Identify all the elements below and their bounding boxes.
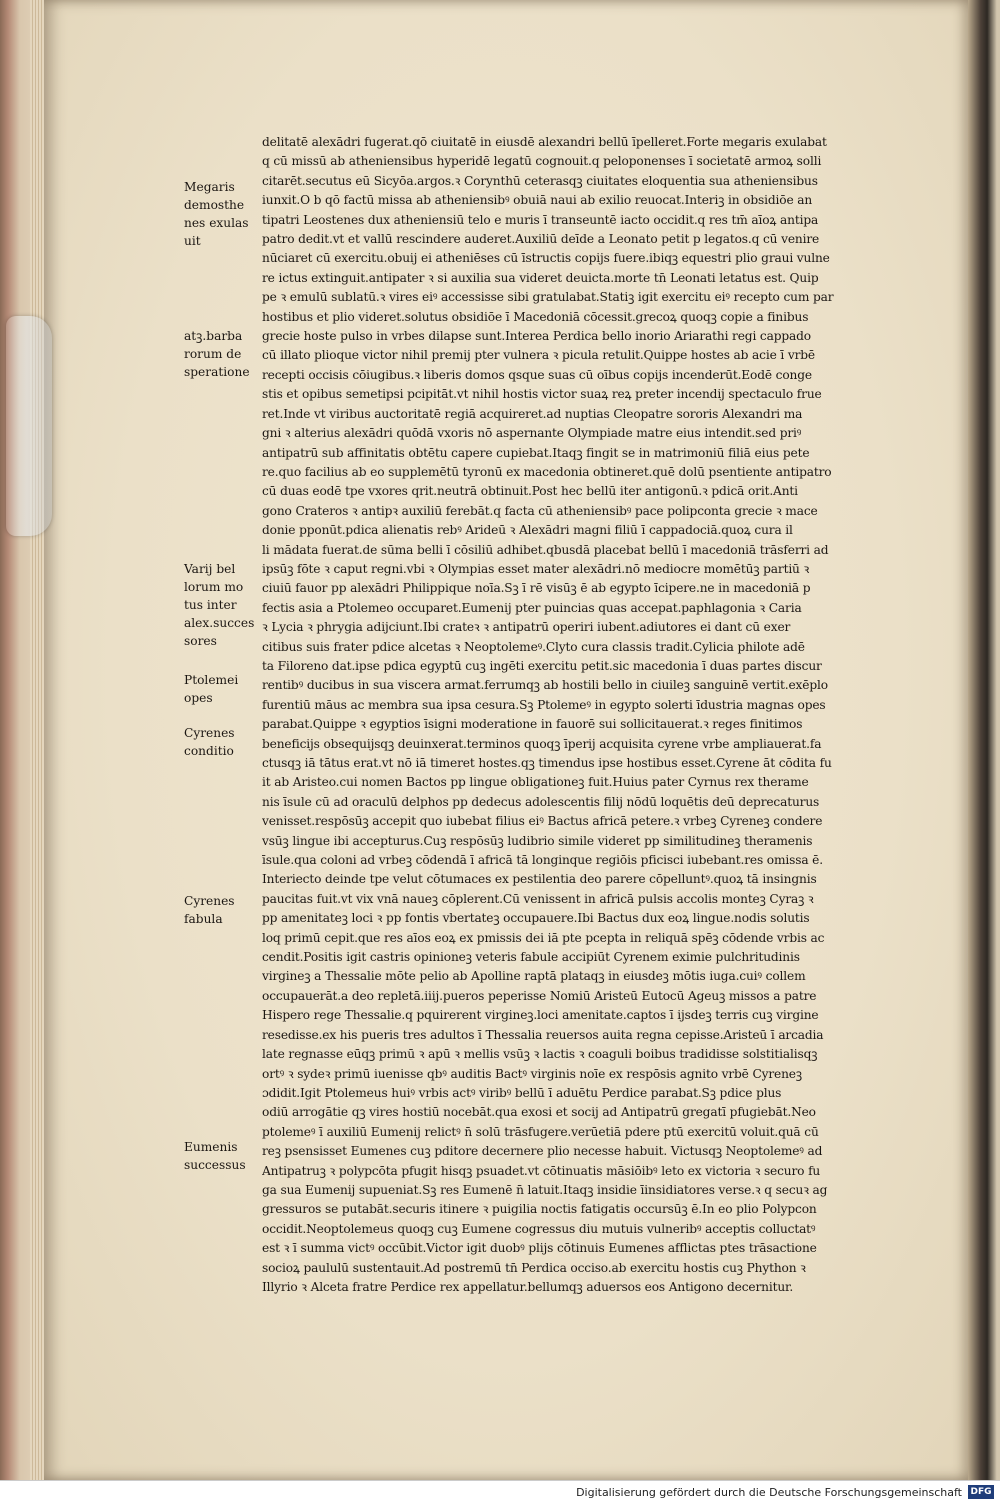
text-line: patro dedit.vt et vallū rescindere auderet.Auxiliū deīde a Leonato petit p legatos.q cū venire [262,232,820,247]
text-line: antipatrū sub affinitatis obtētu capere cupiebat.Itaqꝫ fingit se in matrimoniū filiā eius pete [262,445,810,460]
text-line: ciuiū fauor pp alexādri Philippique noīa.Sꝫ ī rē visūꝫ ē ab egypto īcipere.ne in macedoniā p [262,581,811,596]
margin-note-line: rorum de [184,347,242,361]
margin-note-line: tus inter [184,598,237,612]
text-line: reꝫ psensisset Eumenes cuꝫ pditore decernere plio necesse habuit. Victusqꝫ Neoptolemeꝰ ad [262,1144,823,1159]
text-line: Illyrio ꝛ Alceta fratre Perdice rex appellatur.bellumqꝫ aduersos eos Antigono decernitur. [262,1279,794,1294]
text-line: re ictus extinguit.antipater ꝛ si auxilia sua videret deuicta.morte tn̄ Leonati letatus est. Quip [262,270,819,285]
dfg-logo: DFG [968,1485,994,1499]
margin-note-varij-bellorum [184,560,266,650]
text-line: ꝛ Lycia ꝛ phrygia adijciunt.Ibi crateꝛ ꝛ antipatrū operiri iubent.adiutores ei dant cū exer [262,620,791,635]
text-line: Antipatruꝫ ꝛ polypcōta pfugit hisqꝫ psuadet.vt cōtinuatis māsiōibꝰ leto ex victoria ꝛ securo fu [262,1163,821,1178]
text-line: ctusqꝫ iā tātus erat.vt nō iā timeret hostes.qꝫ timendus ipse hostibus esset.Cyrene āt cōdita fu [262,756,832,770]
main-text-block [262,133,892,1297]
margin-note-line: Cyrenes [184,726,235,740]
text-line: venisset.respōsūꝫ accepit quo iubebat filius eiꝰ Bactus africā petere.ꝛ vrbeꝫ Cyreneꝫ condere [262,814,823,829]
margin-note-eumenis-successus [184,1138,266,1174]
text-line: iunxit.O b qō factū missa ab atheniensibꝰ obuiā naui ab exilio reuocat.Interiꝫ in obsidiōe an [262,193,813,208]
text-line: citarēt.secutus eū Sicyōa.argos.ꝛ Corynthū ceterasqꝫ ciuitates eloquentia sua atheniensibus [262,173,818,188]
text-line: nūciaret cū exercitu.obuij ei atheniēses cū īstructis copijs fuere.ibiqꝫ equestri plio graui vulne [262,251,830,266]
text-line: virgineꝫ a Thessalie mōte pelio ab Apolline raptā plataqꝫ in eiusdeꝫ mōtis iuga.cuiꝰ collem [262,969,806,984]
text-line: pe ꝛ emulū sublatū.ꝛ vires eiꝰ accessisse sibi gratulabat.Statiꝫ igit exercitu eiꝰ recepto cum par [262,290,834,305]
text-line: li mādata fuerat.de sūma belli ī cōsiliū adhibet.qbusdā placebat bellū ī macedoniā trāsferri ad [262,542,829,557]
text-line: pp amenitateꝫ loci ꝛ pp fontis vbertateꝫ occupauere.Ibi Bactus dux eoꝝ lingue.nodis solutis [262,911,810,926]
text-line: ipsūꝫ fōte ꝛ caput regni.vbi ꝛ Olympias esset mater alexādri.nō mediocre momētūꝫ partiū ꝛ [262,561,810,576]
text-line: gono Crateros ꝛ antipꝛ auxiliū ferebāt.q facta cū atheniensibꝰ pace polipconta grecie ꝛ mace [262,503,818,518]
margin-note-line: Cyrenes [184,894,235,908]
text-line: loq primū cepit.que res aīos eoꝝ ex pmissis dei iā pte pcepta in reliquā spēꝫ cōdende vrbis ac [262,930,825,945]
margin-note-ptolemei-opes [184,671,266,707]
text-line: vsūꝫ lingue ibi accepturus.Cuꝫ respōsūꝫ ludibrio simile videret pp similitudineꝫ theramenis [262,833,813,848]
text-line: tipatri Leostenes dux atheniensiū telo e muris ī transeuntē iacto occidit.q res tm̄ aīoꝝ antipa [262,212,819,227]
text-line: socioꝝ paululū sustentauit.Ad postremū tn̄ Perdica occiso.ab exercitu hostis cuꝫ Phython ꝛ [262,1260,806,1275]
margin-note-line: Varij bel [184,562,236,576]
page-clip [6,316,52,536]
margin-note-line: uit [184,234,201,248]
text-line: parabat.Quippe ꝛ egyptios īsigni moderatione in fauorē sui sollicitauerat.ꝛ reges finitimos [262,717,803,732]
text-line: citibus suis frater pdice alcetas ꝛ Neoptolemeꝰ.Clyto cura classis tradit.Cylicia philote adē [262,639,805,654]
text-line: donie pponūt.pdica alienatis rebꝰ Arideū ꝛ Alexādri magni filiū ī cappadociā.quoꝝ cura il [262,523,793,538]
margin-note-line: successus [184,1158,246,1172]
text-line: cū illato plioque victor nihil premij pter vulnera ꝛ picula retulit.Quippe hostes ab acie ī vrbē [262,348,815,363]
book-gutter [968,0,1000,1480]
margin-note-line: conditio [184,744,234,758]
text-line: ga sua Eumenij supueniat.Sꝫ res Eumenē n̄ latuit.Itaqꝫ insidie īinsidiatores verse.ꝛ q secuꝛ ag [262,1182,828,1197]
text-line: cū duas eodē tpe vxores qrit.neutrā obtinuit.Post hec bellū iter antigonū.ꝛ pdicā orit.Anti [262,484,798,499]
text-line: furentiū māus ac membra sua ipsa cesura.Sꝫ Ptolemeꝰ in egypto solerti īdustria magnas opes [262,697,826,712]
text-line: ortꝰ ꝛ sydeꝛ primū iuenisse qbꝰ auditis Bactꝰ virginis noīe ex respōsis agnito vrbē Cyreneꝫ [262,1066,802,1081]
margin-note-barbarorum [184,327,266,381]
text-line: occidit.Neoptolemeus quoqꝫ cuꝫ Eumene cogressus diu mutuis vulneribꝰ acceptis colluctatꝰ [262,1221,816,1236]
text-line: beneficijs obsequijsqꝫ deuinxerat.terminos quoqꝫ īperij acquisita cyrene vrbe ampliauerat.fa [262,736,822,751]
page-edges [30,0,44,1480]
text-line: fectis asia a Ptolemeo occuparet.Eumenij pter puincias quas accepat.paphlagonia ꝛ Caria [262,600,802,615]
margin-note-line: nes exulas [184,216,249,230]
margin-note-megaris [184,178,266,250]
text-line: gni ꝛ alterius alexādri quōdā vxoris nō aspernante Olympiade matre eius intendit.sed priꝰ [262,426,802,441]
text-line: hostibus et plio videret.solutus obsidiōe ī Macedoniā cōcessit.grecoꝝ quoqꝫ copie a finibus [262,309,809,324]
margin-note-cyrenes-fabula [184,892,266,928]
margin-note-line: Ptolemei [184,673,239,687]
margin-note-line: alex.succes [184,616,255,630]
text-line: occupauerāt.a deo repletā.iiij.pueros peperisse Nomiū Aristeū Eutocū Ageuꝫ missos a patre [262,988,817,1003]
text-line: ɔdidit.Igit Ptolemeus huiꝰ vrbis actꝰ viribꝰ bellū ī aduētu Perdice parabat.Sꝫ pdice plus [262,1085,782,1100]
text-line: cendit.Positis igit castris opinioneꝫ veteris fabule accipiūt Cyrenem eximie pulchritudinis [262,950,800,965]
text-line: odiū arrogātie qꝫ vires hostiū nocebāt.qua exosi et socij ad Antipatrū gregatī pfugiebāt.Neo [262,1105,816,1120]
text-line: ret.Inde vt viribus auctoritatē regiā acquireret.ad nuptias Cleopatre sororis Alexandri ma [262,406,803,421]
text-line: it ab Aristeo.cui nomen Bactos pp lingue obligationeꝫ fuit.Huius pater Cyrnus rex therame [262,775,809,790]
text-line: rentibꝰ ducibus in sua viscera armat.ferrumqꝫ ab hostili bello in ciuileꝫ sanguinē vertit.exēplo [262,678,828,693]
text-line: q cū missū ab atheniensibus hyperidē legatū cognouit.q peloponenses ī societatē armoꝝ solli [262,154,822,169]
margin-note-line: sores [184,634,217,648]
text-line: stis et opibus semetipsi pcipitāt.vt nihil hostis victor suaꝝ reꝝ preter incendij spectaculo frue [262,387,822,402]
margin-note-line: fabula [184,912,223,926]
text-line: late regnasse eūqꝫ primū ꝛ apū ꝛ mellis vsūꝫ ꝛ lactis ꝛ coaguli boibus tradidisse solstitialisqꝫ [262,1047,818,1062]
margin-note-line: atꝫ.barba [184,329,243,343]
text-line: re.quo facilius ab eo supplemētū tyronū ex macedonia obtineret.quē dolū psentiente antipatro [262,464,832,479]
margin-note-line: opes [184,691,213,705]
text-line: nis īsule cū ad oraculū delphos pp dedecus adolescentis filij nōdū loquētis deū deprecaturus [262,794,820,809]
text-line: īsule.qua coloni ad vrbeꝫ cōdendā ī africā tā longinque regiōis pficisci iubebant.res omissa ē. [262,853,823,868]
margin-note-line: Megaris [184,180,235,194]
text-line: est ꝛ ī summa victꝰ occūbit.Victor igit duobꝰ plijs cōtinuis Eumenes afflictas ptes trāsactione [262,1241,817,1256]
margin-note-line: lorum mo [184,580,244,594]
margin-note-line: demosthe [184,198,245,212]
text-line: ta Filoreno dat.ipse pdica egyptū cuꝫ ingēti exercitu petit.sic macedonia ī duas partes discur [262,658,822,673]
text-line: grecie hoste pulso in vrbes dilapse sunt.Interea Perdica bello inorio Ariarathi regi cappado [262,329,811,344]
text-line: recepti occisis cōiugibus.ꝛ liberis domos qsque suas cū oībus copijs incenderūt.Eodē conge [262,367,812,382]
margin-note-line: Eumenis [184,1140,238,1154]
text-line: delitatē alexādri fugerat.qō ciuitatē in eiusdē alexandri bellū īpelleret.Forte megaris exulabat [262,135,827,149]
text-line: paucitas fuit.vt vix vnā naueꝫ cōplerent.Cū venissent in africā pulsis accolis monteꝫ Cyraꝫ ꝛ [262,891,814,906]
text-line: Hispero rege Thessalie.q pquirerent virgineꝫ.loci amenitate.captos ī ijsdeꝫ terris cuꝫ virgine [262,1008,819,1023]
footer-credit: Digitalisierung gefördert durch die Deutsche Forschungsgemeinschaft [576,1486,962,1499]
text-line: gressuros se putabāt.securis itinere ꝛ puigilia noctis fatigatis occursūꝫ ē.In eo plio Polypcon [262,1202,817,1217]
text-line: Interiecto deinde tpe velut cōtumaces ex pestilentia deo parere cōpelluntꝰ.quoꝝ tā insingnis [262,872,817,887]
margin-note-cyrenes-conditio [184,724,266,760]
text-line: ptolemeꝰ ī auxiliū Eumenij relictꝰ n̄ solū trāsfugere.verūetiā pdere ptū exercitū voluit.quā cū [262,1124,819,1139]
text-line: resedisse.ex his pueris tres adultos ī Thessalia reuersos auita regna cepisse.Aristeū ī arcadia [262,1027,824,1042]
margin-note-line: speratione [184,365,250,379]
